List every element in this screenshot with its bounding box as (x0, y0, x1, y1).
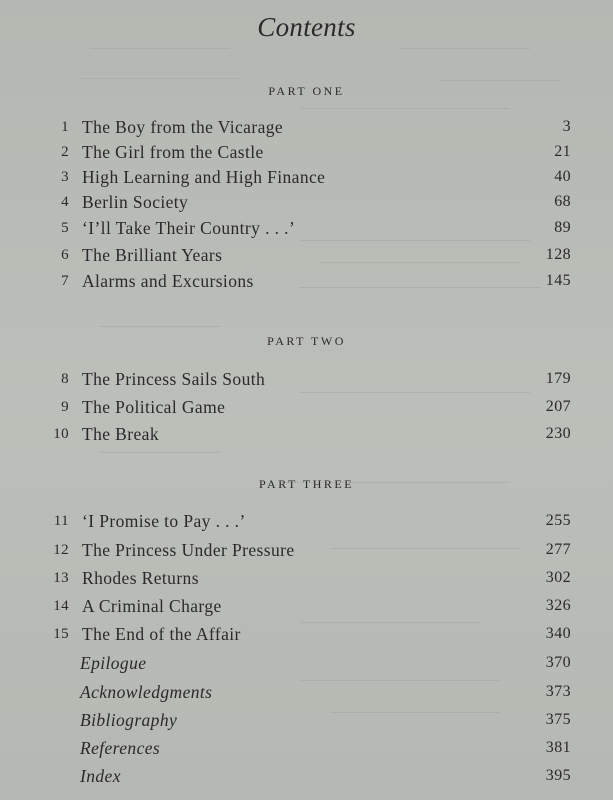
section-title: Bibliography (80, 710, 178, 730)
chapter-number: 5 (61, 220, 69, 236)
toc-entry[interactable] (0, 189, 613, 215)
chapter-number: 8 (61, 371, 69, 387)
chapter-number: 7 (61, 273, 69, 289)
page-number: 128 (545, 246, 571, 263)
page-number: 21 (554, 143, 571, 160)
toc-entry-back-matter[interactable] (0, 707, 613, 733)
toc-entry[interactable] (0, 164, 613, 190)
chapter-title: The Political Game (82, 397, 226, 417)
page-number: 302 (545, 569, 571, 586)
page-number: 326 (545, 597, 571, 614)
chapter-number: 1 (61, 119, 69, 135)
part-heading: PART ONE (268, 84, 345, 98)
chapter-title: The Girl from the Castle (82, 142, 264, 162)
chapter-title: The Brilliant Years (82, 245, 223, 265)
chapter-number: 14 (53, 598, 69, 614)
chapter-title: High Learning and High Finance (82, 167, 326, 187)
chapter-number: 4 (61, 194, 69, 210)
page-number: 373 (545, 683, 571, 700)
toc-entry[interactable] (0, 508, 613, 534)
chapter-title: ‘I’ll Take Their Country . . .’ (82, 218, 296, 238)
chapter-number: 13 (53, 570, 69, 586)
chapter-title: The Break (82, 424, 159, 444)
page-number: 145 (545, 272, 571, 289)
chapter-number: 15 (53, 626, 69, 642)
toc-entry[interactable] (0, 242, 613, 268)
page-number: 255 (545, 512, 571, 529)
toc-entry[interactable] (0, 537, 613, 563)
toc-entry[interactable] (0, 114, 613, 140)
page-number: 230 (545, 425, 571, 442)
page-number: 179 (545, 370, 571, 387)
toc-entry[interactable] (0, 268, 613, 294)
page-number: 207 (545, 398, 571, 415)
page-number: 381 (545, 739, 571, 756)
toc-entry[interactable] (0, 215, 613, 241)
page-number: 3 (562, 118, 571, 135)
chapter-number: 3 (61, 169, 69, 185)
chapter-number: 11 (53, 513, 69, 529)
section-title: Epilogue (80, 653, 147, 673)
page-number: 375 (545, 711, 571, 728)
page-number: 370 (545, 654, 571, 671)
toc-entry[interactable] (0, 565, 613, 591)
chapter-number: 9 (61, 399, 69, 415)
chapter-number: 10 (53, 426, 69, 442)
toc-entry-back-matter[interactable] (0, 650, 613, 676)
page-title: Contents (257, 12, 356, 42)
page-number: 277 (545, 541, 571, 558)
toc-entry[interactable] (0, 139, 613, 165)
section-title: Acknowledgments (80, 682, 213, 702)
page-number: 395 (545, 767, 571, 784)
chapter-title: A Criminal Charge (82, 596, 222, 616)
part-heading: PART TWO (267, 334, 346, 348)
chapter-title: The End of the Affair (82, 624, 241, 644)
page-number: 68 (554, 193, 571, 210)
toc-entry-back-matter[interactable] (0, 735, 613, 761)
chapter-number: 6 (61, 247, 69, 263)
chapter-title: The Boy from the Vicarage (82, 117, 284, 137)
toc-entry[interactable] (0, 366, 613, 392)
chapter-title: Alarms and Excursions (82, 271, 254, 291)
toc-entry[interactable] (0, 621, 613, 647)
chapter-title: ‘I Promise to Pay . . .’ (82, 511, 246, 531)
part-heading: PART THREE (258, 477, 355, 491)
section-title: Index (80, 766, 121, 786)
chapter-number: 12 (53, 542, 69, 558)
chapter-title: The Princess Sails South (82, 369, 266, 389)
page-number: 89 (554, 219, 571, 236)
section-title: References (80, 738, 161, 758)
page-number: 340 (545, 625, 571, 642)
toc-entry-back-matter[interactable] (0, 763, 613, 789)
toc-entry[interactable] (0, 421, 613, 447)
page-number: 40 (554, 168, 571, 185)
toc-entry-back-matter[interactable] (0, 679, 613, 705)
chapter-title: Rhodes Returns (82, 568, 199, 588)
chapter-number: 2 (61, 144, 69, 160)
toc-entry[interactable] (0, 394, 613, 420)
chapter-title: The Princess Under Pressure (82, 540, 295, 560)
chapter-title: Berlin Society (82, 192, 189, 212)
toc-entry[interactable] (0, 593, 613, 619)
